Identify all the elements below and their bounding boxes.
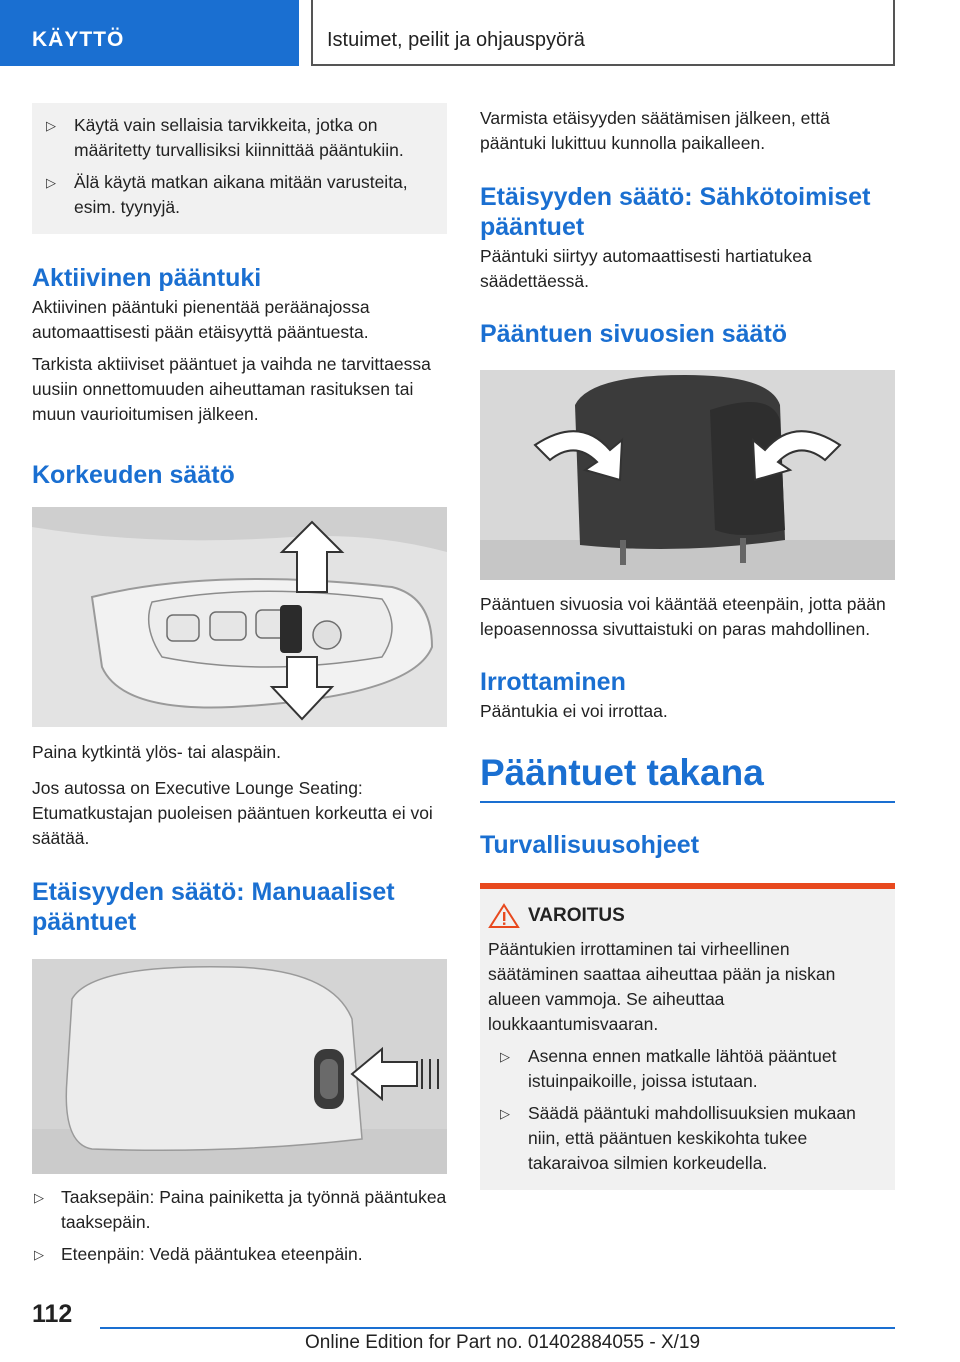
- warning-text: Pääntukien irrottaminen tai virheellinen säätäminen saattaa aiheuttaa pään ja niskan alueen vammoja. Se aiheuttaa loukkaantumisvaaran.: [488, 939, 836, 1034]
- removal-text: Pääntukia ei voi irrottaa.: [480, 701, 668, 721]
- warning-title: [488, 903, 883, 929]
- note-box: [32, 103, 447, 234]
- rear-headrests-heading: Pääntuet takana: [480, 752, 764, 793]
- edition-text: Online Edition for Part no. 01402884055 - X/19: [305, 1332, 701, 1353]
- note-bullet: ▷ Älä käytä matkan aikana mitään varusteita, esim. tyynyjä.: [44, 170, 437, 220]
- page-number: 112: [32, 1300, 73, 1328]
- height-adjust-text: Paina kytkintä ylös- tai alaspäin.: [32, 742, 282, 762]
- warning-triangle-icon: [488, 903, 520, 929]
- active-headrest-text: Aktiivinen pääntuki pienentää peräänajossa automaattisesti pään etäisyyttä pääntuesta.: [32, 297, 370, 342]
- manual-headrest-illustration: [32, 959, 447, 1174]
- right-column: [480, 103, 895, 1190]
- electric-distance-heading: Etäisyyden säätö: Sähkötoimiset pääntuet: [480, 183, 871, 241]
- height-adjust-heading: Korkeuden säätö: [32, 461, 235, 489]
- active-headrest-text-2: Tarkista aktiiviset pääntuet ja vaihda ne tarvittaessa uusiin onnettomuuden aiheuttaman rasituksen tai muun vaurioitumisen jälkeen.: [32, 354, 431, 424]
- removal-heading: Irrottaminen: [480, 668, 626, 696]
- active-headrest-heading: Aktiivinen pääntuki: [32, 264, 262, 292]
- manual-headrest-figure: [32, 959, 447, 1174]
- manual-distance-heading: Etäisyyden säätö: Manuaaliset pääntuet: [32, 878, 395, 936]
- side-wing-heading: Pääntuen sivuosien säätö: [480, 320, 788, 348]
- manual-bullet: ▷ Eteenpäin: Vedä pääntukea eteenpäin.: [32, 1242, 447, 1267]
- seat-switch-illustration: [32, 507, 447, 727]
- left-column: [32, 103, 447, 1267]
- warning-bullet: ▷ Säädä pääntuki mahdollisuuksien mukaan niin, että pääntuen keskikohta tukee takaraivoa silmien korkeudella.: [498, 1101, 883, 1176]
- heading-rule: [480, 801, 895, 803]
- footer-rule: [100, 1327, 895, 1329]
- side-wing-illustration: [480, 370, 895, 580]
- section-tab: Istuimet, peilit ja ohjauspyörä: [311, 0, 895, 66]
- seat-switch-figure: [32, 507, 447, 727]
- side-wing-text: Pääntuen sivuosia voi kääntää eteenpäin, jotta pään lepoasennossa sivuttaistuki on paras mahdollinen.: [480, 594, 886, 639]
- manual-bullet: ▷ Taaksepäin: Paina painiketta ja työnnä pääntukea taaksepäin.: [32, 1185, 447, 1235]
- intro-text: Varmista etäisyyden säätämisen jälkeen, että pääntuki lukittuu kunnolla paikalleen.: [480, 108, 830, 153]
- chapter-tab: KÄYTTÖ: [0, 0, 299, 66]
- warning-bullet: ▷ Asenna ennen matkalle lähtöä pääntuet istuinpaikoille, joissa istutaan.: [498, 1044, 883, 1094]
- height-adjust-text-2: Jos autossa on Executive Lounge Seating: Etumatkustajan puoleisen pääntuen korkeutta ei voi säätää.: [32, 778, 433, 848]
- warning-label: VAROITUS: [528, 905, 625, 926]
- safety-heading: Turvallisuusohjeet: [480, 831, 700, 859]
- side-wing-figure: [480, 370, 895, 580]
- page-header: [0, 0, 960, 66]
- electric-distance-text: Pääntuki siirtyy automaattisesti hartiatukea säädettäessä.: [480, 246, 812, 291]
- warning-box: [480, 883, 895, 1190]
- note-bullet: ▷ Käytä vain sellaisia tarvikkeita, jotka on määritetty turvallisiksi kiinnittää pääntukiin.: [44, 113, 437, 163]
